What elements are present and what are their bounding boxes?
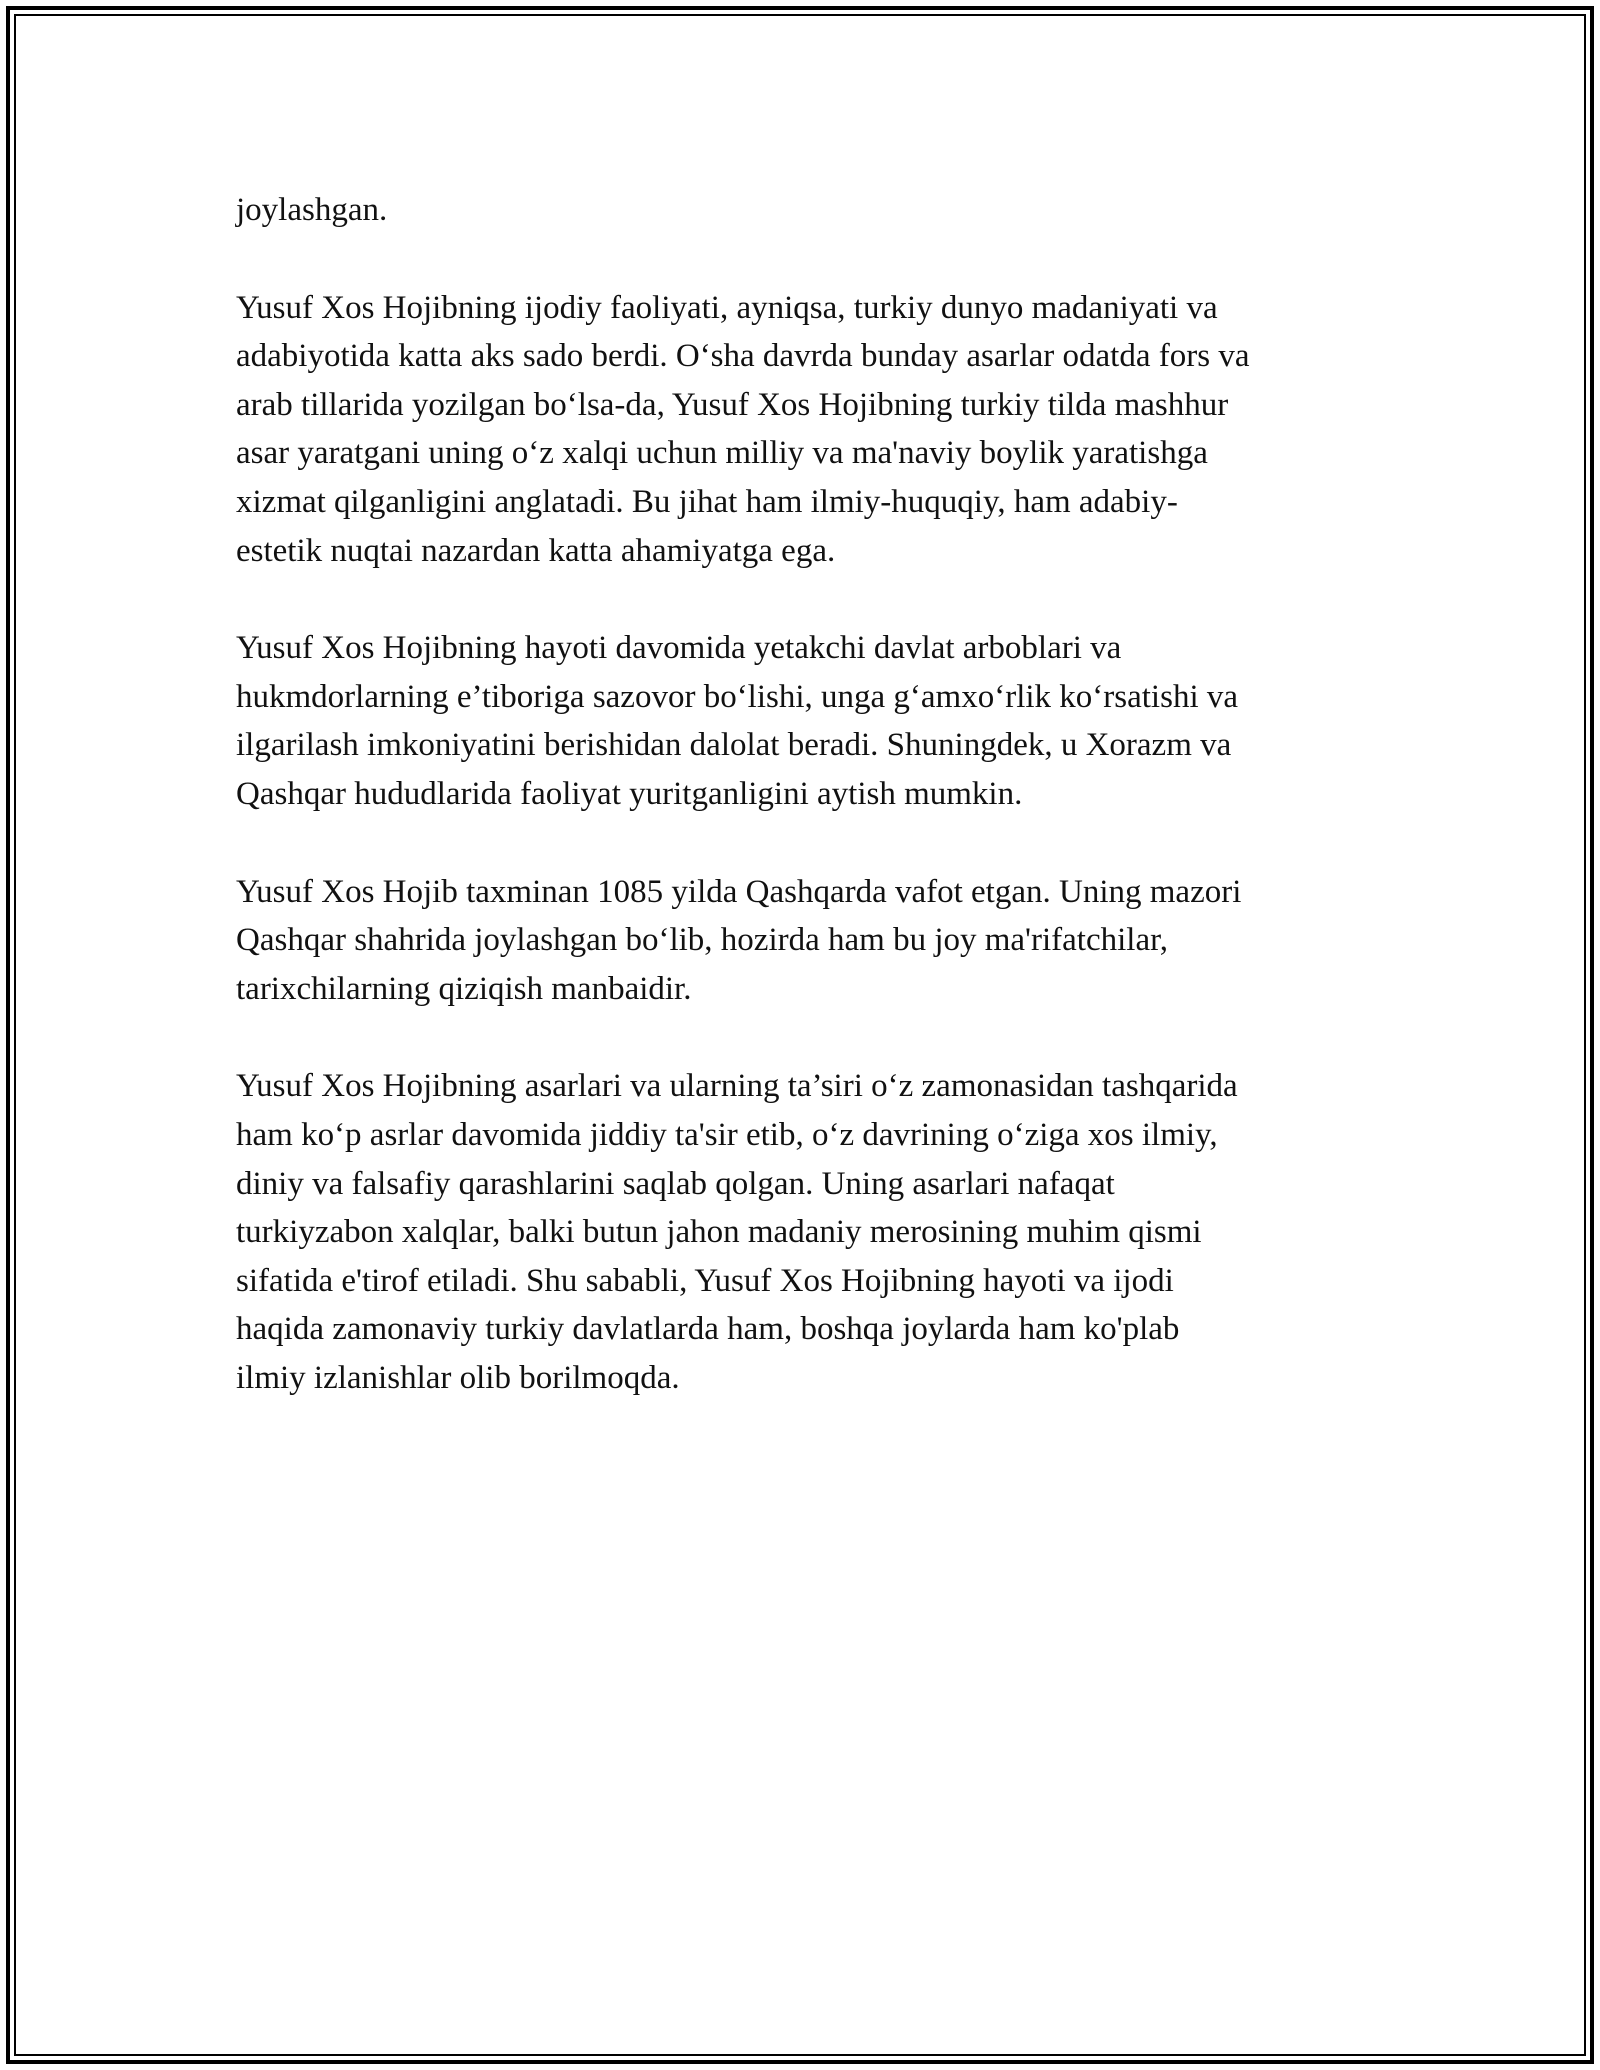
paragraph xyxy=(236,624,1376,818)
paragraph xyxy=(236,284,1376,576)
text-line: hukmdorlarning e’tiboriga sazovor bo‘lishi, unga g‘amxo‘rlik ko‘rsatishi va xyxy=(236,678,1239,715)
text-line: ilmiy izlanishlar olib borilmoqda. xyxy=(236,1359,680,1396)
text-line: ilgarilash imkoniyatini berishidan dalolat beradi. Shuningdek, u Xorazm va xyxy=(236,727,1232,764)
text-line: tarixchilarning qiziqish manbaidir. xyxy=(236,970,692,1007)
text-line: Yusuf Xos Hojibning asarlari va ularning ta’siri o‘z zamonasidan tashqarida xyxy=(236,1068,1238,1105)
text-line: xizmat qilganligini anglatadi. Bu jihat ham ilmiy-huquqiy, ham adabiy- xyxy=(236,483,1178,520)
text-line: Yusuf Xos Hojibning hayoti davomida yetakchi davlat arboblari va xyxy=(236,630,1122,667)
text-line: sifatida e'tirof etiladi. Shu sababli, Yusuf Xos Hojibning hayoti va ijodi xyxy=(236,1262,1174,1299)
text-line: haqida zamonaviy turkiy davlatlarda ham, boshqa joylarda ham ko'plab xyxy=(236,1311,1180,1348)
text-line: joylashgan. xyxy=(236,192,388,228)
text-line: estetik nuqtai nazardan katta ahamiyatga ega. xyxy=(236,532,836,569)
text-line: diniy va falsafiy qarashlarini saqlab qolgan. Uning asarlari nafaqat xyxy=(236,1165,1115,1202)
document-body xyxy=(236,186,1376,1451)
text-line: arab tillarida yozilgan bo‘lsa-da, Yusuf Xos Hojibning turkiy tilda mashhur xyxy=(236,386,1229,423)
text-line: Yusuf Xos Hojibning ijodiy faoliyati, ayniqsa, turkiy dunyo madaniyati va xyxy=(236,289,1218,326)
paragraph xyxy=(236,186,1376,235)
text-line: Yusuf Xos Hojib taxminan 1085 yilda Qashqarda vafot etgan. Uning mazori xyxy=(236,873,1242,910)
text-line: turkiyzabon xalqlar, balki butun jahon madaniy merosining muhim qismi xyxy=(236,1214,1202,1251)
text-line: Qashqar shahrida joylashgan bo‘lib, hozirda ham bu joy ma'rifatchilar, xyxy=(236,922,1169,959)
text-line: ham ko‘p asrlar davomida jiddiy ta'sir etib, o‘z davrining o‘ziga xos ilmiy, xyxy=(236,1116,1218,1153)
paragraph xyxy=(236,868,1376,1014)
text-line: Qashqar hududlarida faoliyat yuritganligini aytish mumkin. xyxy=(236,775,1023,812)
paragraph xyxy=(236,1062,1376,1402)
text-line: adabiyotida katta aks sado berdi. O‘sha davrda bunday asarlar odatda fors va xyxy=(236,338,1250,375)
text-line: asar yaratgani uning o‘z xalqi uchun milliy va ma'naviy boylik yaratishga xyxy=(236,435,1208,472)
